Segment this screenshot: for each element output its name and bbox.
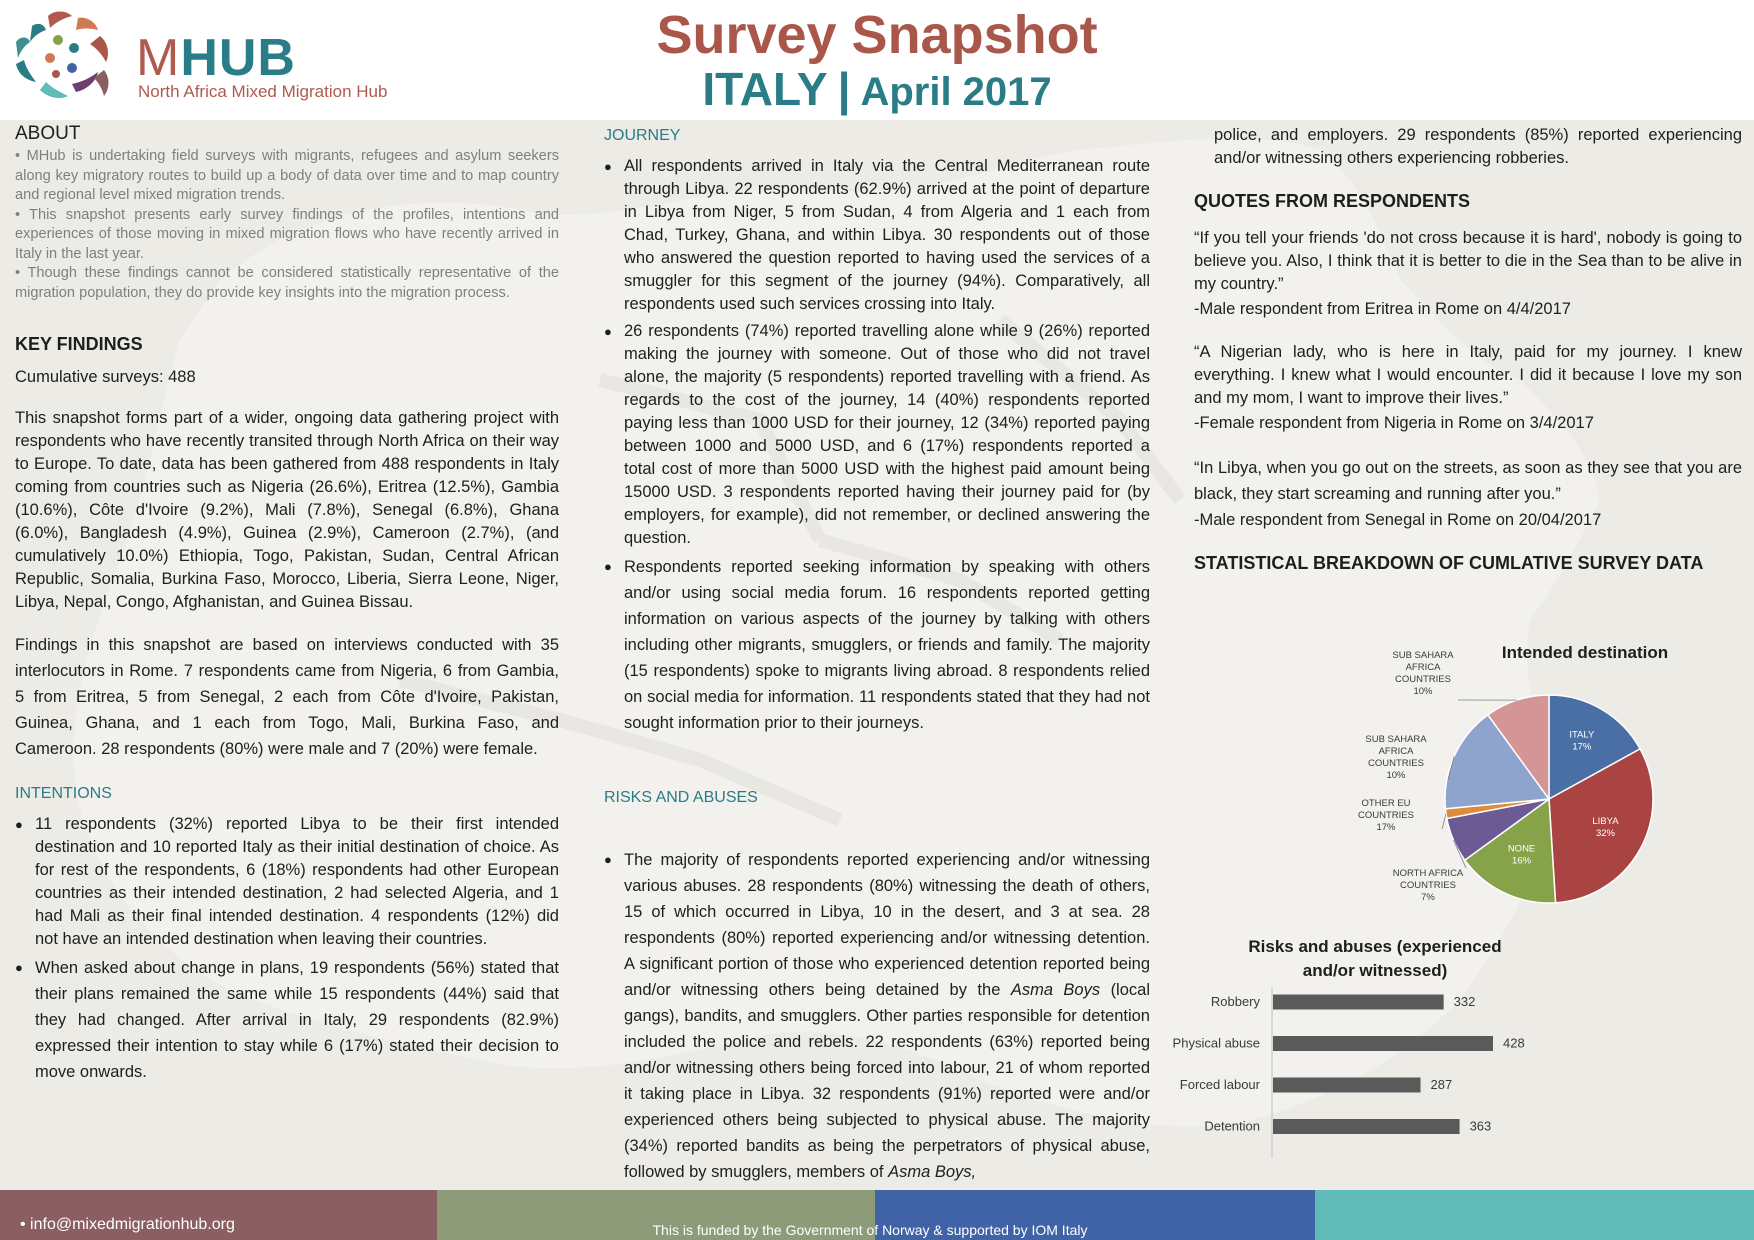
page-subtitle <box>0 62 1754 119</box>
about-item: • MHub is undertaking field surveys with migrants, refugees and asylum seekers along key migratory routes to build up a body of data over time and to map country and regional level mixed migration trends. <box>15 148 559 203</box>
risks-heading: RISKS AND ABUSES <box>604 789 758 806</box>
list-item <box>624 847 1150 1185</box>
bar-category-label: Robbery <box>1210 994 1260 1009</box>
journey-list <box>604 155 1150 736</box>
bar-value-label: 428 <box>1503 1035 1525 1051</box>
risks-text-b: (local gangs), bandits, and smugglers. Other parties responsible for detention included the police and rebels. 22 respondents (63%) reported being and/or witnessing others being forced into labour, 21 of whom reported it taking place in Libya. 32 respondents (91%) reported were and/or experienced others being subjected to physical abuse. The majority (34%) reported bandits as being the perpetrators of physical abuse, followed by smugglers, members of <box>624 981 1150 1181</box>
title-separator: | <box>837 63 851 115</box>
bar-category-label: Physical abuse <box>1172 1035 1260 1051</box>
footer-segment <box>1315 1190 1754 1240</box>
pie-slice-label: SUB SAHARA AFRICA COUNTRIES 10% <box>1365 734 1427 781</box>
pie-slice-label: ITALY 17% <box>1569 729 1595 753</box>
list-item: ● 26 respondents (74%) reported travelling alone while 9 (26%) reported making the journey with someone. Out of those who did not travel alone, the majority (5 respondents) reported travelling with a friend. As regards to the cost of the journey, 14 (40%) respondents reported paying less than 1000 USD for their journey, 12 (34%) reported paying between 1000 and 5000 USD, and 6 (17%) respondents reported a total cost of more than 5000 USD with the highest paid amount being 15000 USD. 3 respondents reported having their journey paid for (by employers, for example), did not remember, or declined answering the question. <box>624 320 1150 550</box>
key-findings-paragraph: This snapshot forms part of a wider, ongoing data gathering project with respondents who have recently transited through North Africa on their way to Europe. To date, data has been gathered from 488 respondents in Italy coming from countries such as Nigeria (26.6%), Eritrea (12.5%), Gambia (10.6%), Côte d'Ivoire (9.2%), Mali (7.8%), Senegal (6.8%), Ghana (6.0%), Bangladesh (4.9%), Guinea (2.9%), Cameroon (2.7%), (and cumulatively 10.0%) Ethiopia, Togo, Pakistan, Sudan, Central African Republic, Somalia, Burkina Faso, Morocco, Liberia, Sierra Leone, Niger, Libya, Nepal, Congo, Afghanistan, and Guinea Bissau. <box>15 409 559 611</box>
journey-heading: JOURNEY <box>604 127 681 144</box>
bar-value-label: 363 <box>1469 1118 1492 1134</box>
pie-slice-label: NONE 16% <box>1507 843 1536 867</box>
page-title: Survey Snapshot <box>656 5 1098 65</box>
right-column <box>1194 124 1742 585</box>
about-item: • Though these findings cannot be considered statistically representative of the migration population, they do provide key insights into the migration process. <box>15 265 559 301</box>
key-findings-heading: KEY FINDINGS <box>15 334 143 354</box>
pie-leader-line <box>1442 814 1446 829</box>
date-label: April 2017 <box>860 70 1052 114</box>
stats-heading: STATISTICAL BREAKDOWN OF CUMLATIVE SURVEY DATA <box>1194 553 1704 573</box>
bar-category-label: Detention <box>1204 1118 1260 1134</box>
intentions-list <box>15 813 559 1085</box>
pie-slice-label: OTHER EU COUNTRIES 17% <box>1358 798 1414 833</box>
bar <box>1273 1119 1460 1134</box>
list-item: ● All respondents arrived in Italy via the Central Mediterranean route through Libya. 22 respondents (62.9%) arrived at the point of departure in Libya from Niger, 5 from Sudan, 4 from Algeria and 1 each from Chad, Turkey, Ghana, and within Libya. 30 respondents out of those who answered the question reported to having used the services of a smuggler for this segment of the journey (94%). Comparatively, all respondents used such services crossing into Italy. <box>624 155 1150 316</box>
bar <box>1273 995 1444 1010</box>
bar-chart-title-line1: Risks and abuses (experienced <box>1248 937 1502 956</box>
bar-value-label: 332 <box>1453 994 1476 1009</box>
risks-text-a: The majority of respondents reported experiencing and/or witnessing various abuses. 28 respondents (80%) witnessing the death of others, 15 of which occurred in Libya, 10 in the desert, and 3 at sea. 28 respondents (80%) reported experiencing and/or witnessing detention. A significant portion of those who experienced detention reported being and/or witnessing others being detained by the <box>624 851 1150 999</box>
quote-text: “A Nigerian lady, who is here in Italy, paid for my journey. I knew everything. I knew what I would encounter. I did it because I love my son and my mom, I want to improve their lives.” <box>1194 343 1742 407</box>
bar-chart-title-line2: and/or witnessed) <box>1302 961 1448 980</box>
middle-column <box>604 124 1150 1189</box>
about-item: • This snapshot presents early survey findings of the profiles, intentions and experiences of those moving in mixed migration flows who have recently arrived in Italy in the last year. <box>15 206 559 262</box>
quote-text: “If you tell your friends 'do not cross because it is hard', nobody is going to believe you. Also, I think that it is better to die in the Sea than to be alive in my country.” <box>1194 229 1742 293</box>
risks-list <box>604 847 1150 1185</box>
quote-attribution: -Male respondent from Senegal in Rome on 20/04/2017 <box>1194 511 1602 529</box>
about-heading: ABOUT <box>15 123 81 144</box>
key-findings-paragraph: Findings in this snapshot are based on interviews conducted with 35 interlocutors in Rome. 7 respondents came from Nigeria, 6 from Gambia, 5 from Eritrea, 5 from Senegal, 2 each from Côte d'Ivoire, Pakistan, Guinea, Ghana, and 1 each from Togo, Mali, Burkina Faso, and Cameroon. 28 respondents (80%) were male and 7 (20%) were female. <box>15 636 559 758</box>
bar <box>1273 1036 1493 1051</box>
intentions-heading: INTENTIONS <box>15 785 112 802</box>
intended-destination-pie-chart <box>1320 630 1690 920</box>
quote-text: “In Libya, when you go out on the streets, as soon as they see that you are black, they start screaming and running after you.” <box>1194 459 1742 503</box>
logo-hub-text: HUB <box>180 29 296 87</box>
asma-boys-term: Asma Boys, <box>888 1163 977 1181</box>
risks-abuses-bar-chart <box>1160 930 1680 1170</box>
bar-value-label: 287 <box>1430 1077 1453 1092</box>
asma-boys-term: Asma Boys <box>1010 981 1101 999</box>
pie-slice-label: SUB SAHARA AFRICA COUNTRIES 10% <box>1392 650 1454 697</box>
bar-category-label: Forced labour <box>1179 1077 1260 1092</box>
quote-attribution: -Male respondent from Eritrea in Rome on 4/4/2017 <box>1194 300 1571 318</box>
pie-slice-label: LIBYA 32% <box>1592 816 1619 840</box>
quotes-heading: QUOTES FROM RESPONDENTS <box>1194 191 1471 211</box>
logo-m-letter: M <box>136 29 181 87</box>
pie-chart-title: Intended destination <box>1501 643 1669 662</box>
bar <box>1273 1078 1421 1093</box>
contact-email-link[interactable]: • info@mixedmigrationhub.org <box>20 1216 235 1233</box>
list-item: ● Respondents reported seeking information by speaking with others and/or using social media forum. 16 respondents reported getting information on various aspects of the journey by talking with others including other migrants, smugglers, or friends and family. The majority (15 respondents) spoke to migrants living abroad. 8 respondents relied on social media for information. 11 respondents stated that they had not sought information prior to their journeys. <box>624 554 1150 736</box>
country-label: ITALY <box>702 63 828 115</box>
logo-subtitle: North Africa Mixed Migration Hub <box>138 82 388 101</box>
risks-continued: police, and employers. 29 respondents (85%) reported experiencing and/or witnessing others experiencing robberies. <box>1214 126 1742 167</box>
list-item: ● 11 respondents (32%) reported Libya to be their first intended destination and 10 reported Italy as their initial destination of choice. As for rest of the respondents, 6 (18%) respondents had other European countries as their intended destination, 2 had selected Algeria, and 1 had Mali as their final intended destination. 4 respondents (12%) did not have an intended destination when leaving their countries. <box>35 813 559 951</box>
cumulative-surveys: Cumulative surveys: 488 <box>15 368 196 386</box>
pie-slice-label: NORTH AFRICA COUNTRIES 7% <box>1392 868 1464 903</box>
list-item: ● When asked about change in plans, 19 respondents (56%) stated that their plans remained the same while 15 respondents (44%) said that they had changed. After arrival in Italy, 29 respondents (82.9%) expressed their intention to stay while 6 (17%) stated their decision to move onwards. <box>35 955 559 1085</box>
left-column <box>15 120 559 1089</box>
funding-note: This is funded by the Government of Norway & supported by IOM Italy <box>652 1222 1088 1238</box>
quote-attribution: -Female respondent from Nigeria in Rome on 3/4/2017 <box>1194 414 1594 432</box>
